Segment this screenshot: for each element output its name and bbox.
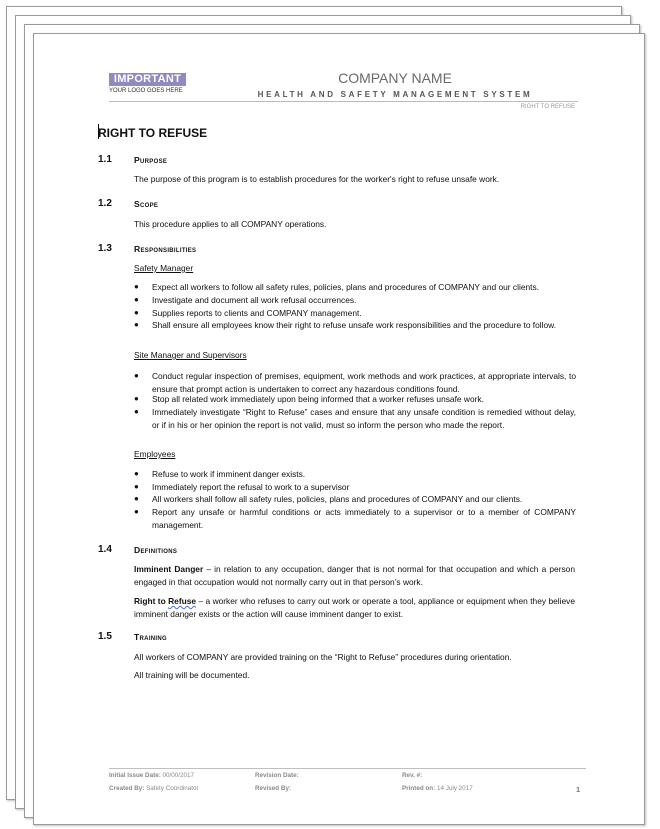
running-title: RIGHT TO REFUSE: [520, 104, 575, 110]
list-item: ● Supplies reports to clients and COMPANY management.: [134, 308, 362, 318]
list-item: ● Immediately investigate “Right to Refuse” cases and ensure that any unsafe condition is remedied without delay, or if in his or her opinion the report is not valid, must so inform the person who made the report.: [134, 407, 576, 430]
section-title-purpose: Purpose: [134, 155, 168, 165]
section-number: 1.1: [98, 154, 112, 165]
subheading-employees: Employees: [134, 449, 176, 459]
list-item: ● Immediately report the refusal to work to a supervisor: [134, 482, 350, 492]
footer-rule: [109, 768, 586, 769]
section-title-scope: Scope: [134, 199, 159, 209]
section-title-definitions: Definitions: [134, 545, 178, 555]
scope-text: This procedure applies to all COMPANY operations.: [134, 219, 327, 229]
list-item: ● All workers shall follow all safety rules, policies, plans and procedures of COMPANY and our clients.: [134, 494, 523, 504]
list-item: ● Conduct regular inspection of premises, equipment, work methods and work practices, at appropriate intervals, to ensure that prompt action is undertaken to correct any hazardous conditions found.: [134, 371, 576, 394]
subheading-site-manager: Site Manager and Supervisors: [134, 350, 247, 360]
list-item: ● Shall ensure all employees know their right to refuse unsafe work responsibilities and the procedure to follow.: [134, 320, 557, 330]
company-name: COMPANY NAME: [338, 70, 452, 86]
logo-placeholder: IMPORTANT: [109, 73, 186, 86]
section-number: 1.4: [98, 544, 112, 555]
purpose-text: The purpose of this program is to establish procedures for the worker's right to refuse unsafe work.: [134, 174, 500, 184]
footer-revision-date: Revision Date:: [255, 772, 299, 779]
footer-printed-on: Printed on: 14 July 2017: [402, 785, 473, 792]
logo-subtitle: YOUR LOGO GOES HERE: [109, 88, 183, 94]
definition-right-to-refuse: Right to Refuse – a worker who refuses to carry out work or operate a tool, appliance or equipment when they believe imminent danger exists or the action will cause imminent danger to exist.: [134, 596, 575, 619]
section-title-responsibilities: Responsibilities: [134, 244, 197, 254]
footer-rev-number: Rev. #:: [402, 772, 423, 779]
list-item: ● Expect all workers to follow all safety rules, policies, plans and procedures of COMPANY and our clients.: [134, 282, 539, 292]
section-number: 1.5: [98, 631, 112, 642]
system-name: HEALTH AND SAFETY MANAGEMENT SYSTEM: [257, 90, 533, 99]
page-number: 1: [576, 785, 581, 794]
footer-revised-by: Revised By:: [255, 785, 292, 792]
footer-issue-date: Initial Issue Date: 00/00/2017: [109, 772, 195, 779]
list-item: ● Report any unsafe or harmful conditions or acts immediately to a supervisor or to a member of COMPANY management.: [134, 507, 576, 530]
section-title-training: Training: [134, 632, 167, 642]
definition-imminent-danger: Imminent Danger – in relation to any occupation, danger that is not normal for that occupation and which a person engaged in that occupation would not normally carry out in that person’s work.: [134, 564, 575, 587]
footer-created-by: Created By: Safety Coordinator: [109, 785, 199, 792]
list-item: ● Refuse to work if imminent danger exists.: [134, 469, 306, 479]
document-page: [33, 33, 645, 825]
list-item: ● Investigate and document all work refusal occurrences.: [134, 295, 357, 305]
section-number: 1.3: [98, 243, 112, 254]
spellcheck-underline: Refuse: [168, 596, 197, 606]
list-item: ● Stop all related work immediately upon being informed that a worker refuses unsafe work.: [134, 394, 484, 404]
section-number: 1.2: [98, 198, 112, 209]
training-text: All training will be documented.: [134, 670, 250, 680]
subheading-safety-manager: Safety Manager: [134, 263, 194, 273]
document-title[interactable]: RIGHT TO REFUSE: [98, 126, 208, 140]
training-text: All workers of COMPANY are provided training on the “Right to Refuse” procedures during orientation.: [134, 652, 512, 662]
header-rule: [109, 101, 578, 102]
